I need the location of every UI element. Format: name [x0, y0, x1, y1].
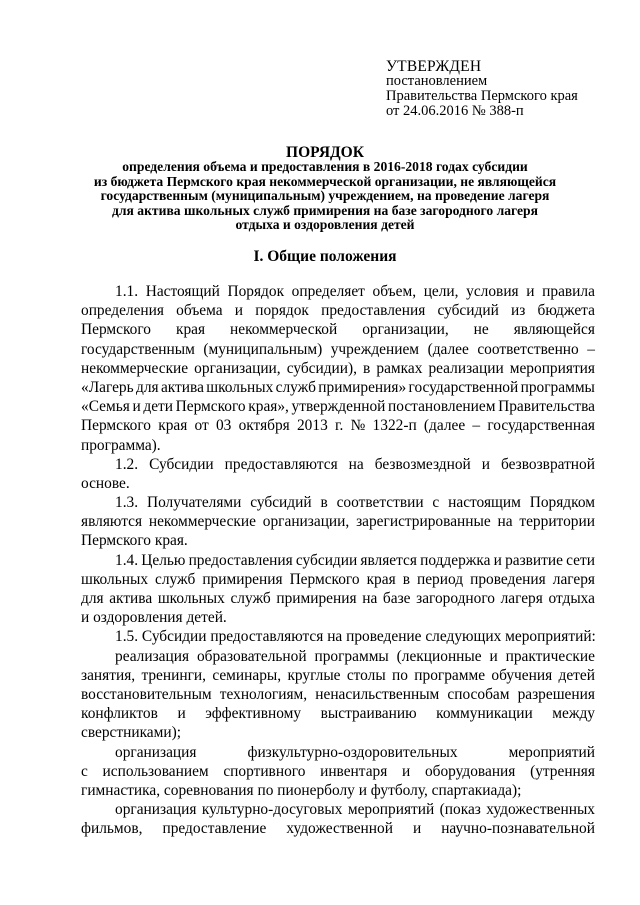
body-text-line: и оздоровления детей.	[81, 609, 227, 627]
approval-stamp	[386, 59, 626, 119]
body-text-line: государственным (муниципальным) учреждением (далее соответственно –	[81, 340, 595, 358]
body-text-line: 1.3. Получателями субсидий в соответствии с настоящим Порядком	[115, 494, 595, 512]
body-text-line: Пермского края некоммерческой организации, не являющейся	[81, 321, 595, 339]
body-text-line: программа).	[81, 436, 161, 454]
subtitle-line: государственным (муниципальным) учреждением, на проведение лагеря	[100, 188, 550, 204]
body-text-line: организация физкультурно-оздоровительных мероприятий	[115, 743, 595, 761]
body-text-line: занятия, тренинги, семинары, круглые столы по программе обучения детей	[81, 666, 595, 684]
document-title: ПОРЯДОК	[286, 144, 364, 161]
body-text-line: школьных служб примирения Пермского края в период проведения лагеря	[81, 570, 595, 588]
body-text-line: 1.2. Субсидии предоставляются на безвозмездной и безвозвратной	[115, 455, 595, 473]
body-text-line: гимнастика, соревнования по пионерболу и футболу, спартакиада);	[81, 781, 522, 799]
body-text-line: 1.4. Целью предоставления субсидии является поддержка и развитие сети	[115, 551, 595, 569]
body-text-line: основе.	[81, 474, 130, 492]
body-text-line: конфликтов и эффективному выстраиванию коммуникации между	[81, 705, 595, 723]
body-text-line: Пермского края от 03 октября 2013 г. № 1322-п (далее – государственная	[81, 417, 595, 435]
body-text-line: с использованием спортивного инвентаря и оборудования (утренняя	[81, 762, 595, 780]
body-text-line: некоммерческие организации, субсидии), в рамках реализации мероприятия	[81, 359, 595, 377]
approval-title: УТВЕРЖДЕН	[386, 58, 482, 75]
subtitle-line: из бюджета Пермского края некоммерческой организации, не являющейся	[93, 173, 557, 189]
body-text-line: реализация образовательной программы (лекционные и практические	[115, 647, 595, 665]
body-text-line: восстановительным технологиям, ненасильственным способам разрешения	[81, 685, 595, 703]
approval-line: постановлением	[386, 73, 488, 89]
document-body	[81, 282, 595, 838]
subtitle-line: для актива школьных служб примирения на базе загородного лагеря	[112, 202, 538, 218]
body-text-line: организация культурно-досуговых мероприятий (показ художественных	[115, 801, 595, 819]
body-text-line: определения объема и порядок предоставления субсидий из бюджета	[81, 302, 595, 320]
body-text-line: являются некоммерческие организации, зарегистрированные на территории	[81, 513, 595, 531]
subtitle-line: определения объема и предоставления в 2016-2018 годах субсидии	[122, 159, 528, 174]
approval-line: Правительства Пермского края	[386, 88, 578, 104]
body-text-line: для актива школьных служб примирения на базе загородного лагеря отдыха	[81, 590, 595, 607]
body-text-line: 1.5. Субсидии предоставляются на проведение следующих мероприятий:	[115, 628, 596, 646]
section-heading: I. Общие положения	[253, 248, 397, 265]
body-text-line: Пермского края.	[81, 532, 188, 550]
body-text-line: «Семья и дети Пермского края», утвержденной постановлением Правительства	[81, 398, 595, 416]
body-text-line: фильмов, предоставление художественной и научно-познавательной	[81, 820, 595, 838]
body-text-line: «Лагерь для актива школьных служб примирения» государственной программы	[81, 378, 595, 396]
body-text-line: 1.1. Настоящий Порядок определяет объем, цели, условия и правила	[115, 283, 595, 300]
approval-line: от 24.06.2016 № 388-п	[386, 103, 524, 119]
document-subtitle	[60, 160, 590, 233]
subtitle-line: отдыха и оздоровления детей	[235, 217, 415, 233]
body-text-line: сверстниками);	[81, 724, 182, 742]
